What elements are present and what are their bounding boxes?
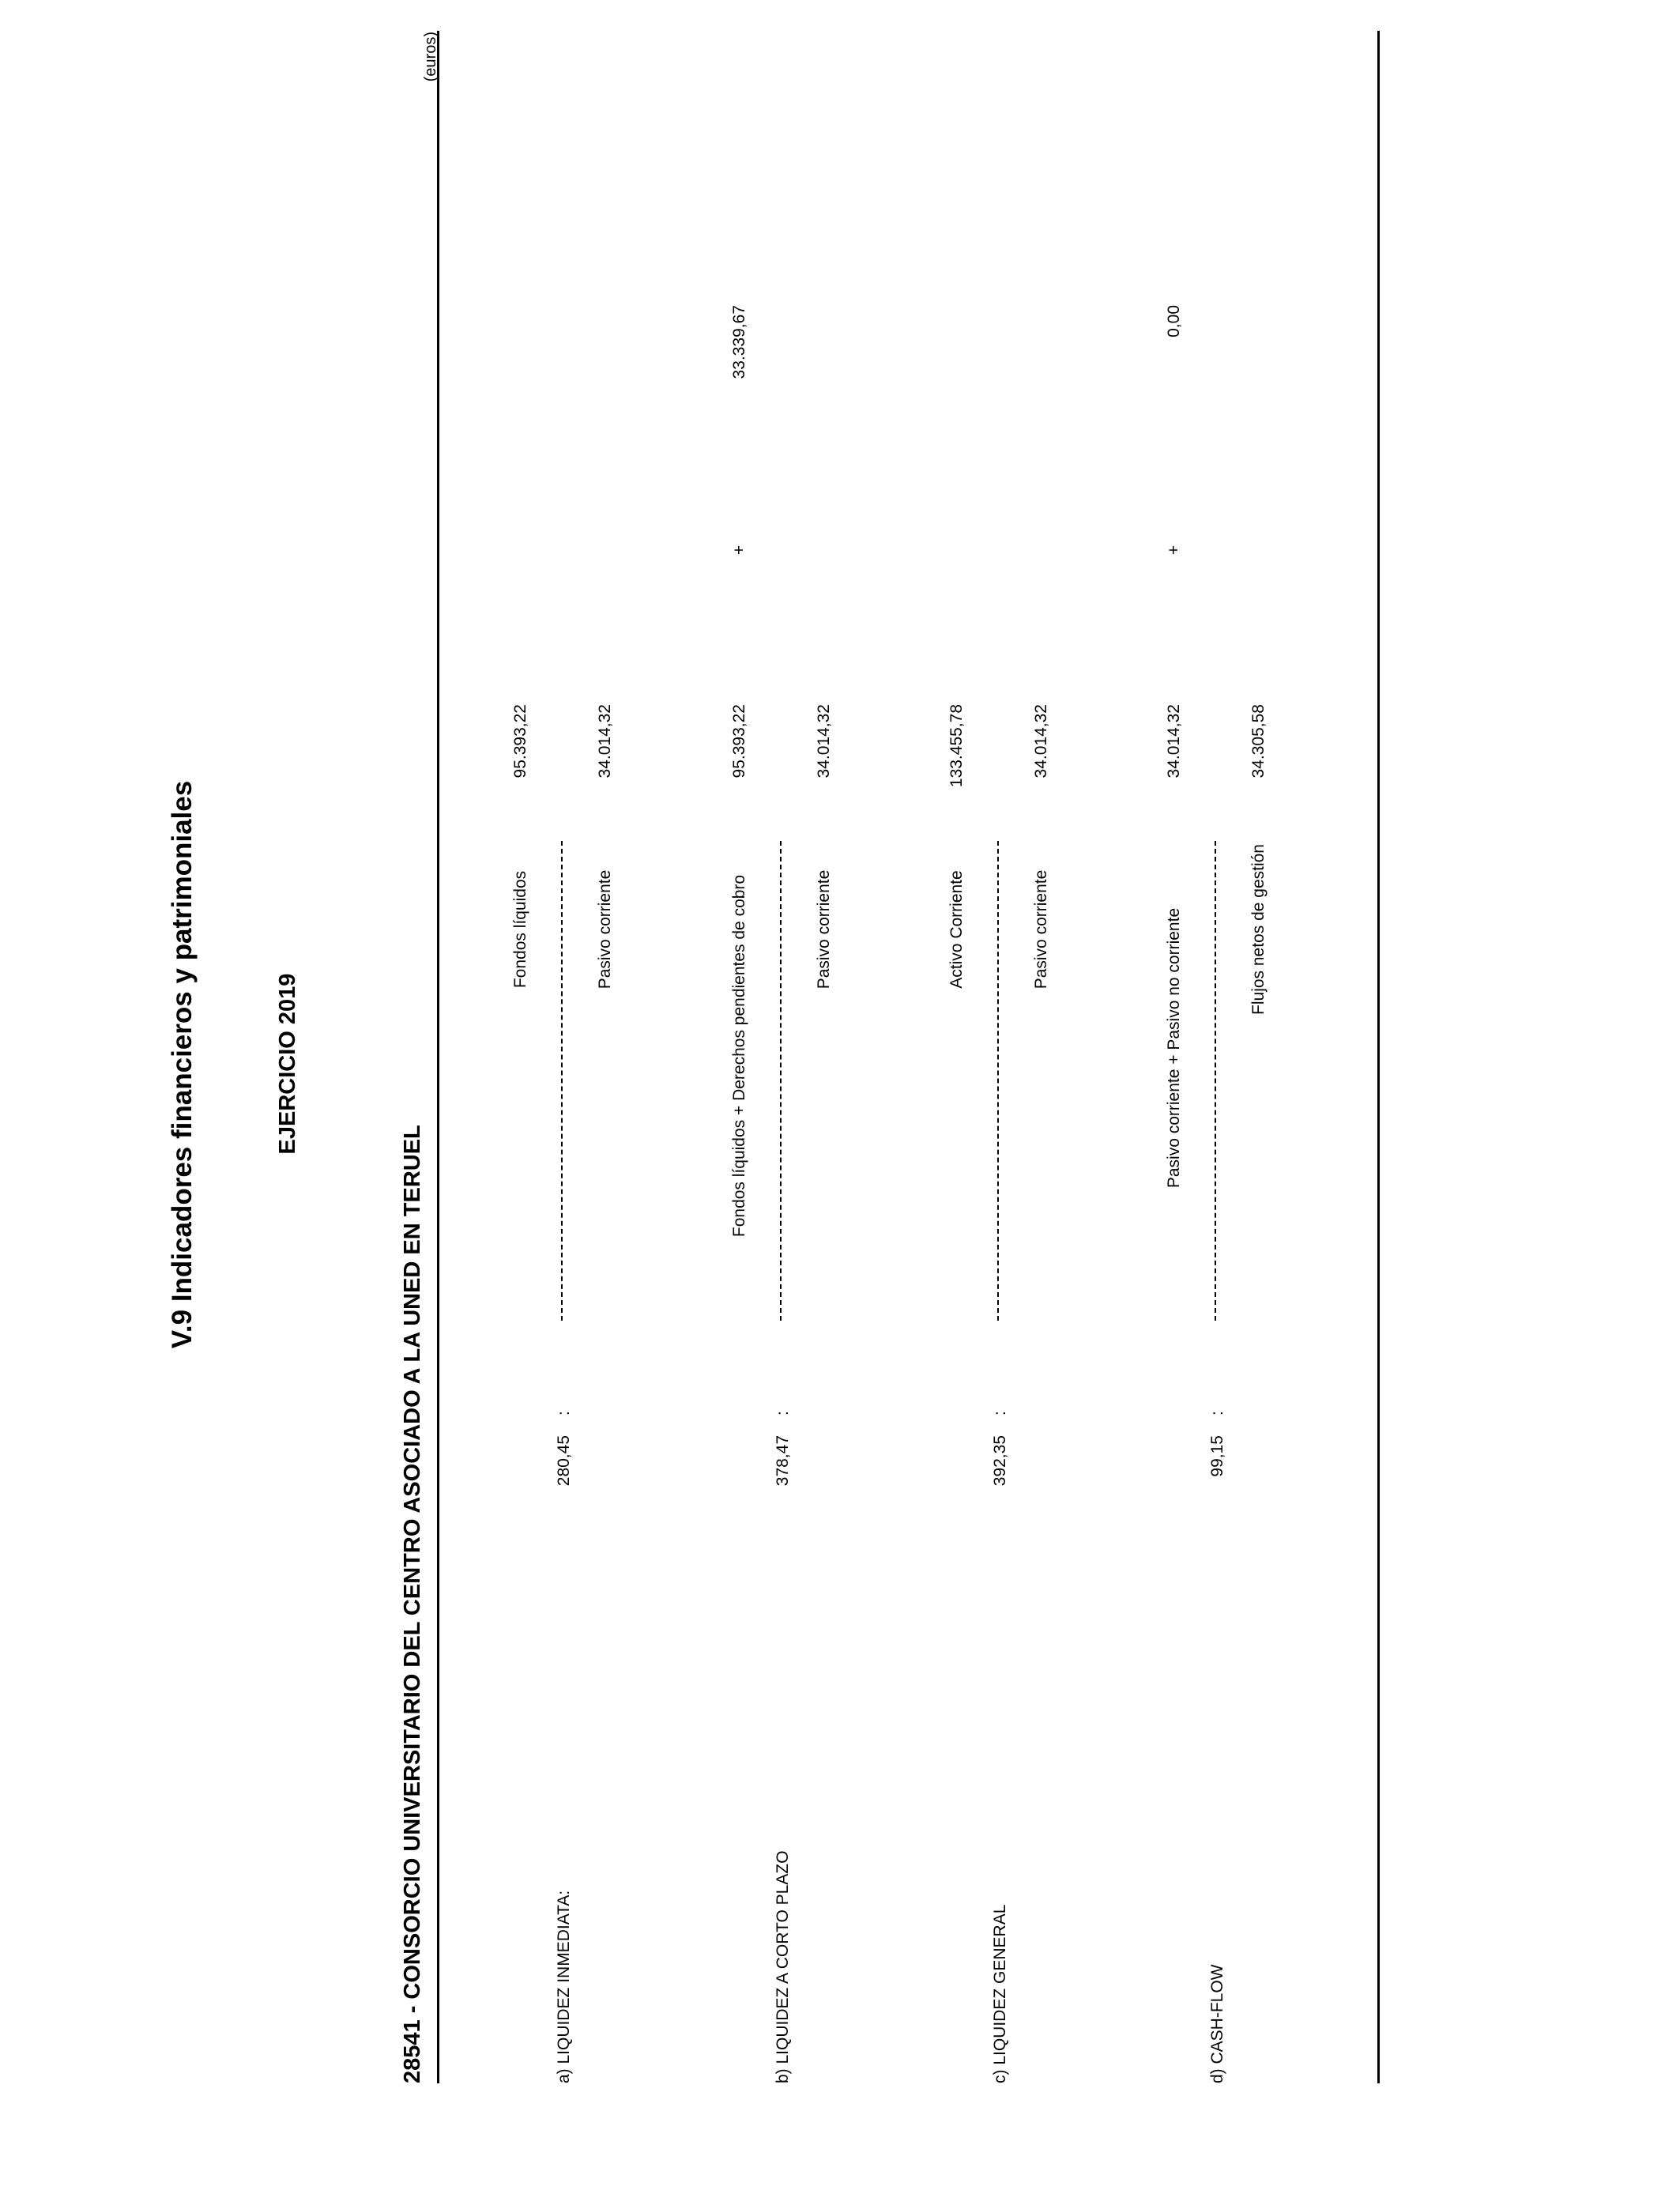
indicator-d-numerator-term: Pasivo corriente + Pasivo no corriente xyxy=(1165,907,1183,1189)
indicator-d-numerator-value-1: 34.014,32 xyxy=(1165,704,1183,778)
indicator-c-denominator-value: 34.014,32 xyxy=(1032,704,1050,778)
indicator-c-colon: : xyxy=(991,1411,1009,1416)
indicator-a-fraction-line xyxy=(561,841,563,1321)
indicator-c-label: c) LIQUIDEZ GENERAL xyxy=(991,1904,1009,2083)
indicator-b-denominator-term: Pasivo corriente xyxy=(815,869,833,990)
indicator-c-numerator-term: Activo Corriente xyxy=(947,870,966,989)
indicator-b-label: b) LIQUIDEZ A CORTO PLAZO xyxy=(774,1850,792,2083)
indicator-c-fraction-line xyxy=(997,841,999,1321)
indicator-b-plus-operator: + xyxy=(730,545,748,556)
indicator-a-denominator-value: 34.014,32 xyxy=(596,704,614,778)
main-title: V.9 Indicadores financieros y patrimoniales xyxy=(167,780,198,1349)
indicator-d-plus-operator: + xyxy=(1165,545,1183,556)
indicator-a-colon: : xyxy=(555,1411,573,1416)
indicator-b-numerator-value-1: 95.393,22 xyxy=(730,704,748,778)
indicator-b-numerator-value-2: 33.339,67 xyxy=(730,305,748,379)
bottom-rule xyxy=(1377,31,1380,2083)
indicator-a-numerator-term: Fondos líquidos xyxy=(511,870,529,989)
entity-title: 28541 - CONSORCIO UNIVERSITARIO DEL CENTRO ASOCIADO A LA UNED EN TERUEL xyxy=(400,1125,425,2083)
indicator-d-fraction-line xyxy=(1215,841,1216,1321)
indicator-a-denominator-term: Pasivo corriente xyxy=(596,869,614,990)
indicator-d-ratio: 99,15 xyxy=(1208,1435,1226,1477)
indicator-c-numerator-value: 133.455,78 xyxy=(947,704,966,788)
indicator-d-colon: : xyxy=(1208,1411,1226,1416)
indicator-d-label: d) CASH-FLOW xyxy=(1208,1964,1226,2083)
exercise-title: EJERCICIO 2019 xyxy=(275,973,300,1155)
indicator-a-numerator-value: 95.393,22 xyxy=(511,704,529,778)
indicator-d-denominator-value: 34.305,58 xyxy=(1249,704,1268,778)
indicator-b-colon: : xyxy=(774,1411,792,1416)
unit-label: (euros) xyxy=(422,32,439,82)
indicator-b-ratio: 378,47 xyxy=(774,1435,792,1487)
top-rule xyxy=(437,31,439,2083)
indicator-b-numerator-term: Fondos líquidos + Derechos pendientes de cobro xyxy=(730,874,748,1238)
indicator-a-label: a) LIQUIDEZ INMEDIATA: xyxy=(555,1890,573,2083)
indicator-b-fraction-line xyxy=(780,841,782,1321)
indicator-c-denominator-term: Pasivo corriente xyxy=(1032,869,1050,990)
indicator-d-numerator-value-2: 0,00 xyxy=(1165,305,1183,337)
indicator-c-ratio: 392,35 xyxy=(991,1435,1009,1487)
indicator-d-denominator-term: Flujos netos de gestión xyxy=(1249,844,1268,1015)
indicator-a-ratio: 280,45 xyxy=(555,1435,573,1487)
indicator-b-denominator-value: 34.014,32 xyxy=(815,704,833,778)
